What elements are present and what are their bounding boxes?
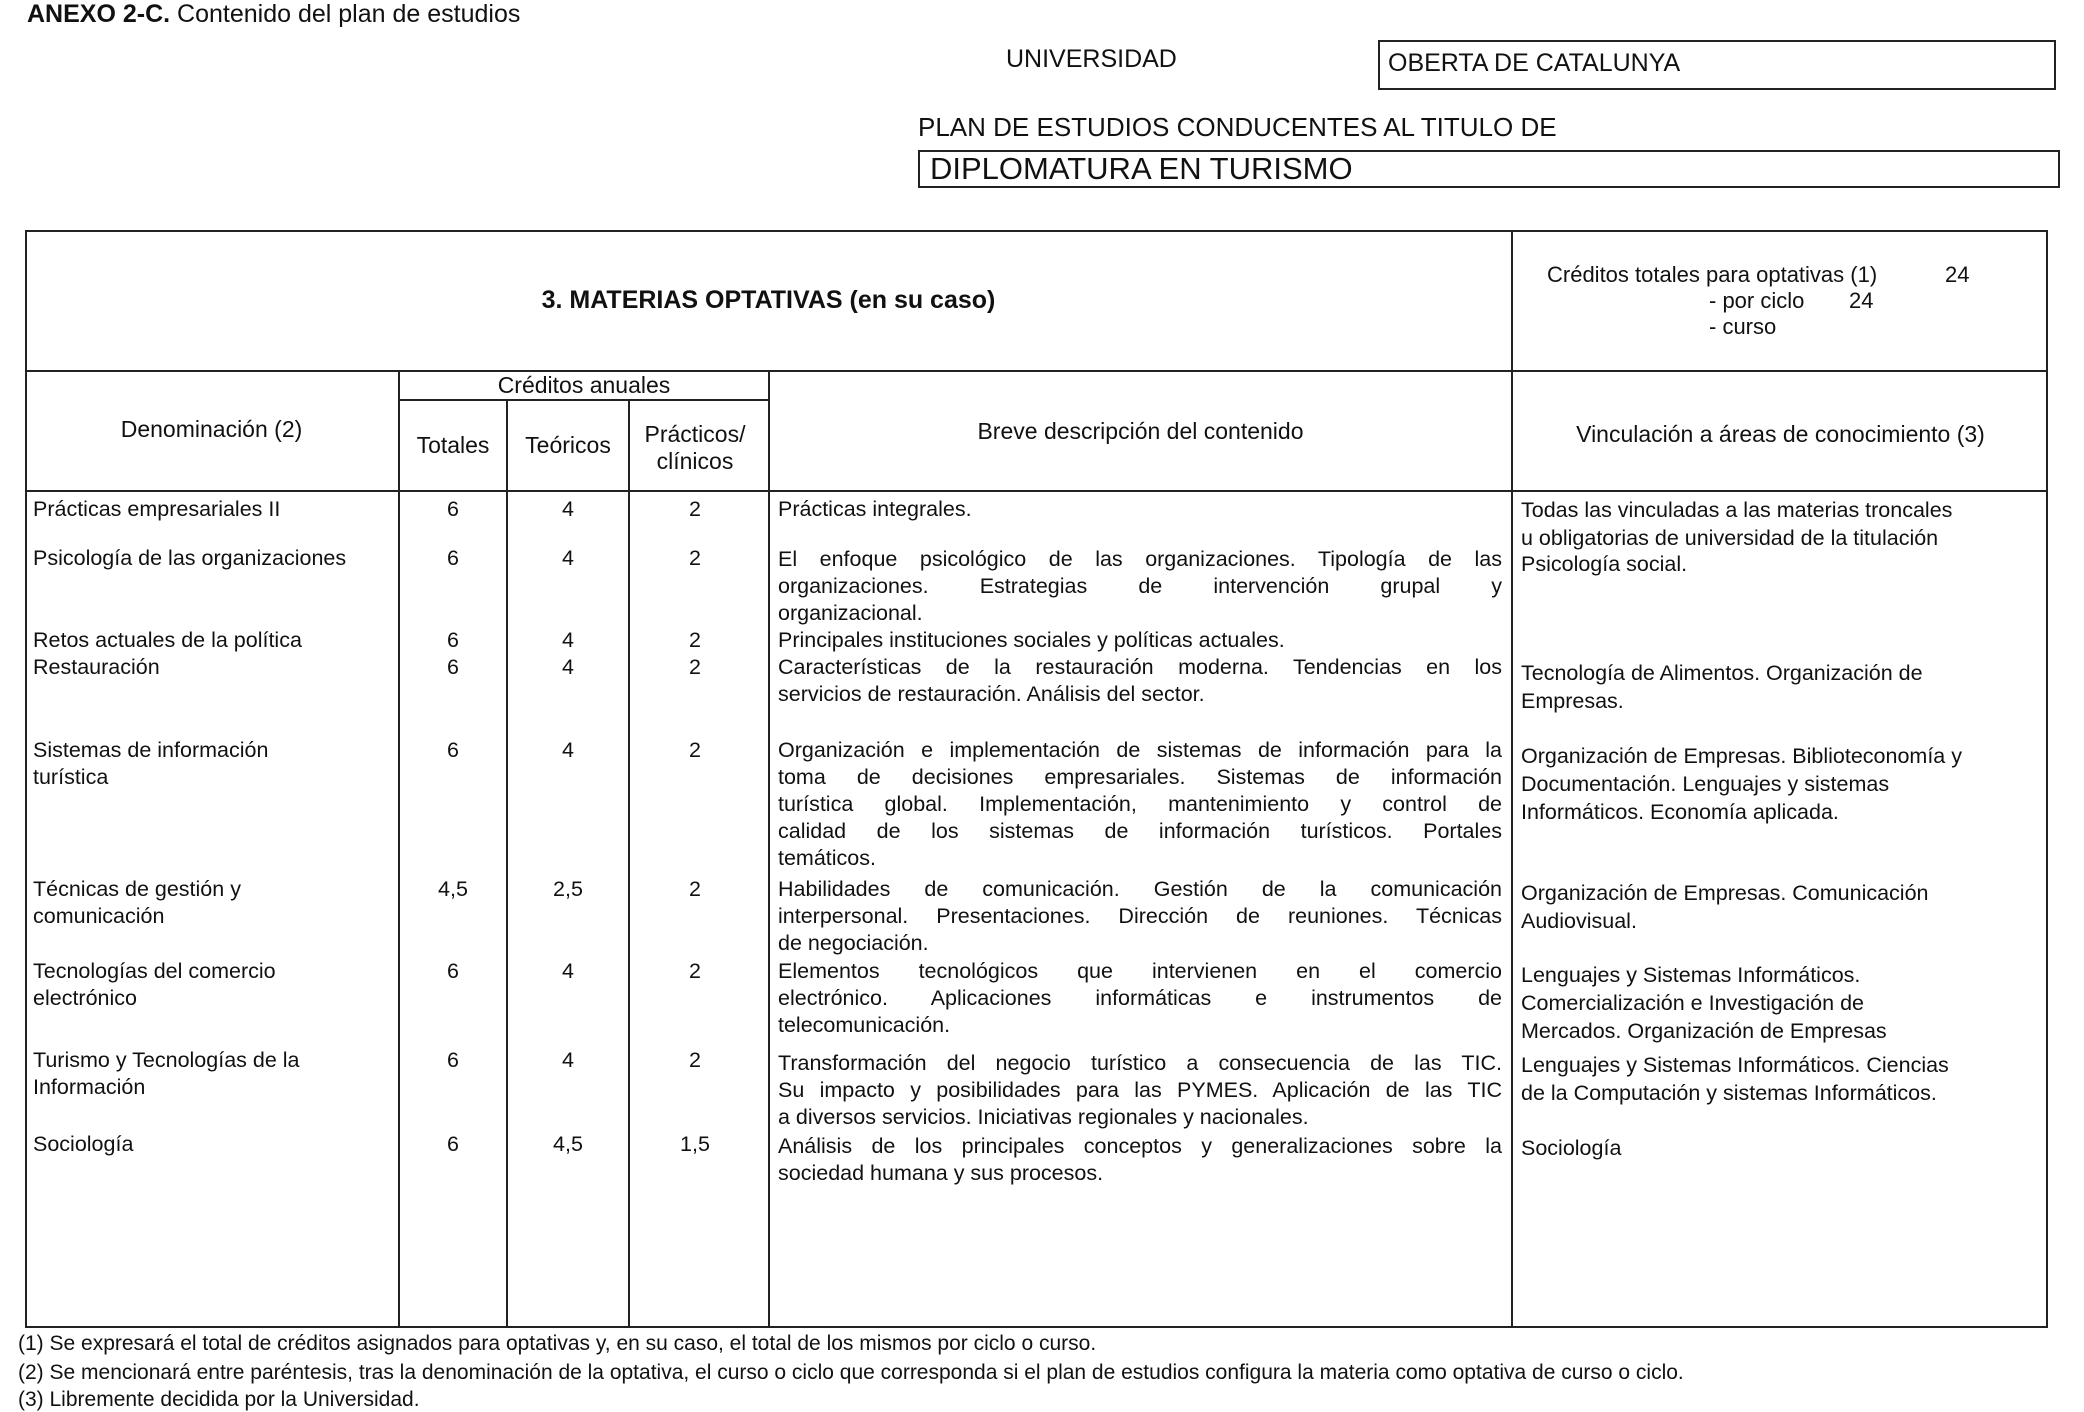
section-title: 3. MATERIAS OPTATIVAS (en su caso): [541, 285, 996, 314]
description-line: turística global. Implementación, mantenimiento y control de: [778, 792, 1502, 816]
credits-practice: 2: [689, 738, 701, 762]
description-line: Su impacto y posibilidades para las PYMES. Aplicación de las TIC: [778, 1078, 1502, 1102]
divider: [628, 400, 630, 1328]
divider: [506, 400, 508, 1328]
col-header-totales: Totales: [416, 431, 490, 458]
description-line: de negociación.: [778, 931, 929, 955]
credits-theory: 4: [562, 959, 574, 983]
credits-total: 6: [447, 738, 459, 762]
credits-theory: 4: [562, 497, 574, 521]
knowledge-area-line: Mercados. Organización de Empresas: [1521, 1019, 1887, 1043]
credits-total: 6: [447, 1132, 459, 1156]
knowledge-area-line: Tecnología de Alimentos. Organización de: [1521, 661, 1923, 685]
course-name: Restauración: [33, 655, 160, 679]
description-line: interpersonal. Presentaciones. Dirección de reuniones. Técnicas: [778, 904, 1502, 928]
description-line: servicios de restauración. Análisis del sector.: [778, 682, 1205, 706]
knowledge-area-line: Informáticos. Economía aplicada.: [1521, 800, 1839, 824]
credits-practice: 2: [689, 546, 701, 570]
col-header-creditos: Créditos anuales: [497, 371, 671, 398]
description-line: electrónico. Aplicaciones informáticas e instrumentos de: [778, 986, 1502, 1010]
course-name: Retos actuales de la política: [33, 628, 302, 652]
course-label: - curso: [1709, 314, 1777, 339]
course-name: Turismo y Tecnologías de la: [33, 1048, 300, 1072]
col-header-teoricos: Teóricos: [525, 431, 611, 458]
credits-practice: 2: [689, 655, 701, 679]
per-cycle-label: - por ciclo: [1709, 288, 1805, 313]
divider: [25, 490, 2048, 492]
description-line: a diversos servicios. Iniciativas regionales y nacionales.: [778, 1105, 1309, 1129]
knowledge-area-line: Organización de Empresas. Comunicación: [1521, 881, 1929, 905]
knowledge-area-line: u obligatorias de universidad de la titulación: [1521, 526, 1939, 550]
credits-total: 6: [447, 959, 459, 983]
course-name: Psicología de las organizaciones: [33, 546, 347, 570]
description-line: Características de la restauración moderna. Tendencias en los: [778, 655, 1502, 679]
credits-theory: 4: [562, 546, 574, 570]
col-header-vinculacion: Vinculación a áreas de conocimiento (3): [1576, 420, 1985, 447]
credits-theory: 4,5: [553, 1132, 583, 1156]
col-header-denominacion: Denominación (2): [120, 415, 303, 442]
course-name: Información: [33, 1075, 146, 1099]
course-name: Sociología: [33, 1132, 134, 1156]
totals-label: Créditos totales para optativas (1): [1547, 262, 1878, 287]
degree-title-box: DIPLOMATURA EN TURISMO: [918, 150, 2060, 188]
footnote-1: (1) Se expresará el total de créditos asignados para optativas y, en su caso, el total de los mismos por ciclo o curso.: [18, 1332, 1097, 1355]
knowledge-area-line: Comercialización e Investigación de: [1521, 991, 1864, 1015]
description-line: Elementos tecnológicos que intervienen en el comercio: [778, 959, 1502, 983]
course-name: electrónico: [33, 986, 137, 1010]
divider: [1511, 230, 1513, 1328]
description-line: organizaciones. Estrategias de intervención grupal y: [778, 574, 1502, 598]
knowledge-area-line: Lenguajes y Sistemas Informáticos.: [1521, 963, 1861, 987]
course-name: turística: [33, 765, 109, 789]
col-header-practicos: Prácticos/ clínicos: [644, 421, 746, 474]
credits-total: 6: [447, 546, 459, 570]
description-line: organizacional.: [778, 601, 923, 625]
credits-total: 6: [447, 1048, 459, 1072]
per-cycle-value: 24: [1849, 288, 1874, 313]
annex-text: Contenido del plan de estudios: [170, 0, 521, 28]
col-header-descripcion: Breve descripción del contenido: [977, 417, 1304, 444]
knowledge-area-line: Documentación. Lenguajes y sistemas: [1521, 772, 1890, 796]
knowledge-area-line: Psicología social.: [1521, 552, 1688, 576]
description-line: sociedad humana y sus procesos.: [778, 1161, 1104, 1185]
credits-total: 6: [447, 497, 459, 521]
description-line: Análisis de los principales conceptos y generalizaciones sobre la: [778, 1134, 1502, 1158]
footnote-2: (2) Se mencionará entre paréntesis, tras la denominación de la optativa, el curso o ciclo que corresponda si el plan de estudios configura la materia como optativa de curso o ciclo.: [18, 1361, 1684, 1384]
description-line: Principales instituciones sociales y políticas actuales.: [778, 628, 1285, 652]
course-name: Sistemas de información: [33, 738, 269, 762]
credits-practice: 2: [689, 497, 701, 521]
credits-practice: 2: [689, 628, 701, 652]
credits-total: 6: [447, 628, 459, 652]
description-line: toma de decisiones empresariales. Sistemas de información: [778, 765, 1502, 789]
plan-label: PLAN DE ESTUDIOS CONDUCENTES AL TITULO DE: [918, 112, 1557, 142]
description-line: El enfoque psicológico de las organizaciones. Tipología de las: [778, 547, 1502, 571]
knowledge-area-line: Todas las vinculadas a las materias troncales: [1521, 498, 1953, 522]
credits-theory: 4: [562, 628, 574, 652]
course-name: Técnicas de gestión y: [33, 877, 241, 901]
totals-value: 24: [1945, 262, 1970, 287]
description-line: calidad de los sistemas de información turísticos. Portales: [778, 819, 1502, 843]
description-line: Prácticas integrales.: [778, 497, 972, 521]
description-line: temáticos.: [778, 846, 876, 870]
divider: [768, 370, 770, 1328]
knowledge-area-line: Lenguajes y Sistemas Informáticos. Ciencias: [1521, 1053, 1949, 1077]
knowledge-area-line: Organización de Empresas. Biblioteconomía y: [1521, 744, 1962, 768]
university-name-box: OBERTA DE CATALUNYA: [1378, 40, 2056, 90]
course-name: Tecnologías del comercio: [33, 959, 276, 983]
description-line: Transformación del negocio turístico a consecuencia de las TIC.: [778, 1051, 1502, 1075]
credits-practice: 2: [689, 877, 701, 901]
knowledge-area-line: de la Computación y sistemas Informáticos.: [1521, 1081, 1937, 1105]
credits-theory: 4: [562, 655, 574, 679]
knowledge-area-line: Sociología: [1521, 1136, 1622, 1160]
divider: [25, 370, 2048, 372]
knowledge-area-line: Empresas.: [1521, 689, 1624, 713]
annex-number: ANEXO 2-C.: [27, 0, 171, 28]
description-line: telecomunicación.: [778, 1013, 951, 1037]
description-line: Habilidades de comunicación. Gestión de la comunicación: [778, 877, 1502, 901]
university-label: UNIVERSIDAD: [1006, 45, 1177, 73]
credits-practice: 2: [689, 959, 701, 983]
course-name: comunicación: [33, 904, 165, 928]
credits-theory: 2,5: [553, 877, 583, 901]
credits-practice: 1,5: [680, 1132, 710, 1156]
credits-total: 6: [447, 655, 459, 679]
footnote-3: (3) Libremente decidida por la Universidad.: [18, 1388, 420, 1411]
credits-theory: 4: [562, 1048, 574, 1072]
credits-theory: 4: [562, 738, 574, 762]
knowledge-area-line: Audiovisual.: [1521, 909, 1637, 933]
course-name: Prácticas empresariales II: [33, 497, 281, 521]
credits-total: 4,5: [438, 877, 468, 901]
description-line: Organización e implementación de sistemas de información para la: [778, 738, 1502, 762]
annex-heading: [27, 0, 520, 29]
credits-practice: 2: [689, 1048, 701, 1072]
